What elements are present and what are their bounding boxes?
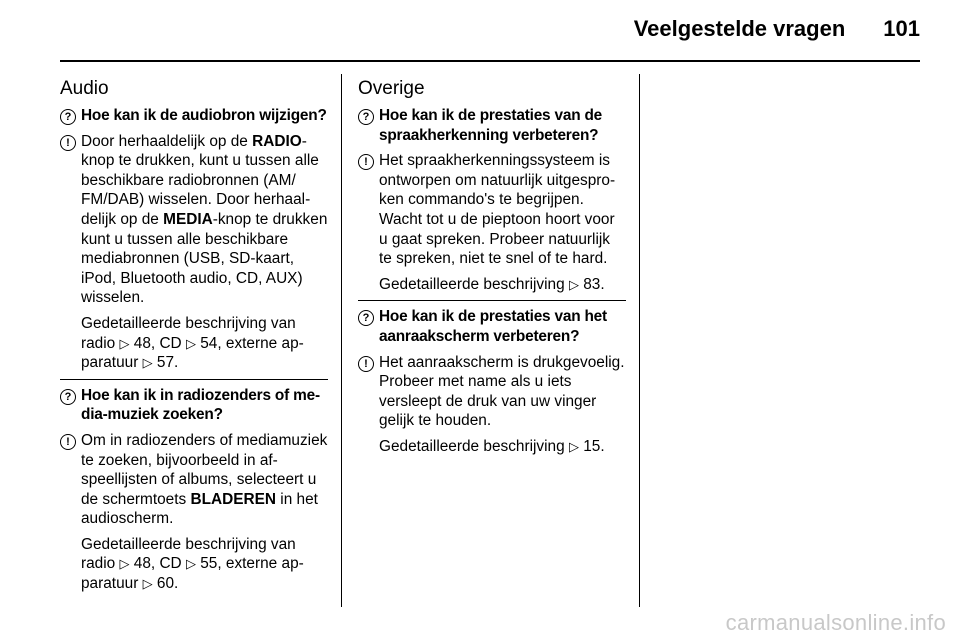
column-divider-2 bbox=[639, 74, 640, 607]
header-rule bbox=[60, 60, 920, 62]
audio-section bbox=[60, 76, 328, 600]
answer-text: Door herhaaldelijk op de RADIO-knop te drukken, kunt u tussen alle beschikbare radiobronnen (AM/ FM/DAB) wisselen. Door herhaaldelijk op de MEDIA-knop te drukken kunt u tussen alle beschikbare mediabronnen (USB, SD-kaart, iPod, Bluetooth audio, CD, AUX) wisselen. bbox=[81, 132, 328, 307]
question-text: Hoe kan ik de prestaties van het aanraakscherm verbeteren? bbox=[379, 308, 607, 345]
divider bbox=[60, 379, 328, 380]
answer-text: Het spraakherkenningssysteem is ontworpen om natuurlijk uitgesproken commando's te begrijpen. Wacht tot u de pieptoon hoort voor u gaat spreken. Probeer natuurlijk te spreken, niet te snel of te hard. bbox=[379, 152, 616, 268]
exclamation-circle-icon: ! bbox=[358, 356, 374, 372]
question-circle-icon: ? bbox=[358, 109, 374, 125]
question-item bbox=[60, 386, 328, 425]
radio-keyword: RADIO bbox=[252, 132, 302, 150]
answer-item bbox=[358, 353, 626, 431]
arrow-right-icon[interactable]: ▷ bbox=[142, 576, 153, 592]
arrow-right-icon[interactable]: ▷ bbox=[185, 556, 196, 572]
question-circle-icon: ? bbox=[60, 109, 76, 125]
page-number: 101 bbox=[883, 16, 920, 41]
arrow-right-icon[interactable]: ▷ bbox=[119, 335, 130, 351]
answer-item bbox=[60, 132, 328, 308]
overige-section bbox=[358, 76, 626, 463]
answer-text: Om in radiozenders of mediamuziek te zoeken, bijvoorbeeld in afspeellijsten of albums, selecteert u de schermtoets BLADEREN in het audioscherm. bbox=[81, 431, 328, 528]
overige-heading: Overige bbox=[358, 78, 425, 99]
question-item bbox=[358, 307, 626, 346]
question-text: Hoe kan ik in radiozenders of media-muziek zoeken? bbox=[81, 386, 321, 424]
arrow-right-icon[interactable]: ▷ bbox=[119, 556, 130, 572]
detail-reference: Gedetailleerde beschrijving ▷ 15. bbox=[379, 437, 605, 455]
detail-reference: Gedetailleerde beschrijving van radio ▷ 48, CD ▷ 55, externe apparatuur ▷ 60. bbox=[81, 535, 304, 593]
divider bbox=[358, 300, 626, 301]
detail-reference: Gedetailleerde beschrijving van radio ▷ 48, CD ▷ 54, externe apparatuur ▷ 57. bbox=[81, 314, 304, 372]
bladeren-keyword: BLADEREN bbox=[190, 490, 277, 508]
arrow-right-icon[interactable]: ▷ bbox=[568, 438, 579, 454]
question-item bbox=[358, 106, 626, 145]
question-text: Hoe kan ik de audiobron wijzigen? bbox=[81, 107, 327, 124]
exclamation-circle-icon: ! bbox=[358, 154, 374, 170]
watermark: carmanualsonline.info bbox=[725, 610, 946, 635]
question-circle-icon: ? bbox=[60, 389, 76, 405]
page-title: Veelgestelde vragen bbox=[633, 16, 846, 41]
exclamation-circle-icon: ! bbox=[60, 135, 76, 151]
arrow-right-icon[interactable]: ▷ bbox=[142, 355, 153, 371]
answer-item bbox=[358, 151, 626, 269]
detail-reference: Gedetailleerde beschrijving ▷ 83. bbox=[379, 275, 605, 293]
answer-item bbox=[60, 431, 328, 529]
question-circle-icon: ? bbox=[358, 310, 374, 326]
exclamation-circle-icon: ! bbox=[60, 434, 76, 450]
arrow-right-icon[interactable]: ▷ bbox=[568, 276, 579, 292]
answer-text: Het aanraakscherm is drukgevoelig. Probeer met name als u iets versleept de druk van uw vinger gelijk te houden. bbox=[379, 353, 625, 430]
media-keyword: MEDIA bbox=[163, 210, 213, 228]
question-item bbox=[60, 106, 328, 126]
question-text: Hoe kan ik de prestaties van de spraakherkenning verbeteren? bbox=[379, 107, 603, 144]
column-divider-1 bbox=[341, 74, 342, 607]
page-header bbox=[60, 16, 920, 46]
arrow-right-icon[interactable]: ▷ bbox=[185, 335, 196, 351]
audio-heading: Audio bbox=[60, 78, 109, 99]
